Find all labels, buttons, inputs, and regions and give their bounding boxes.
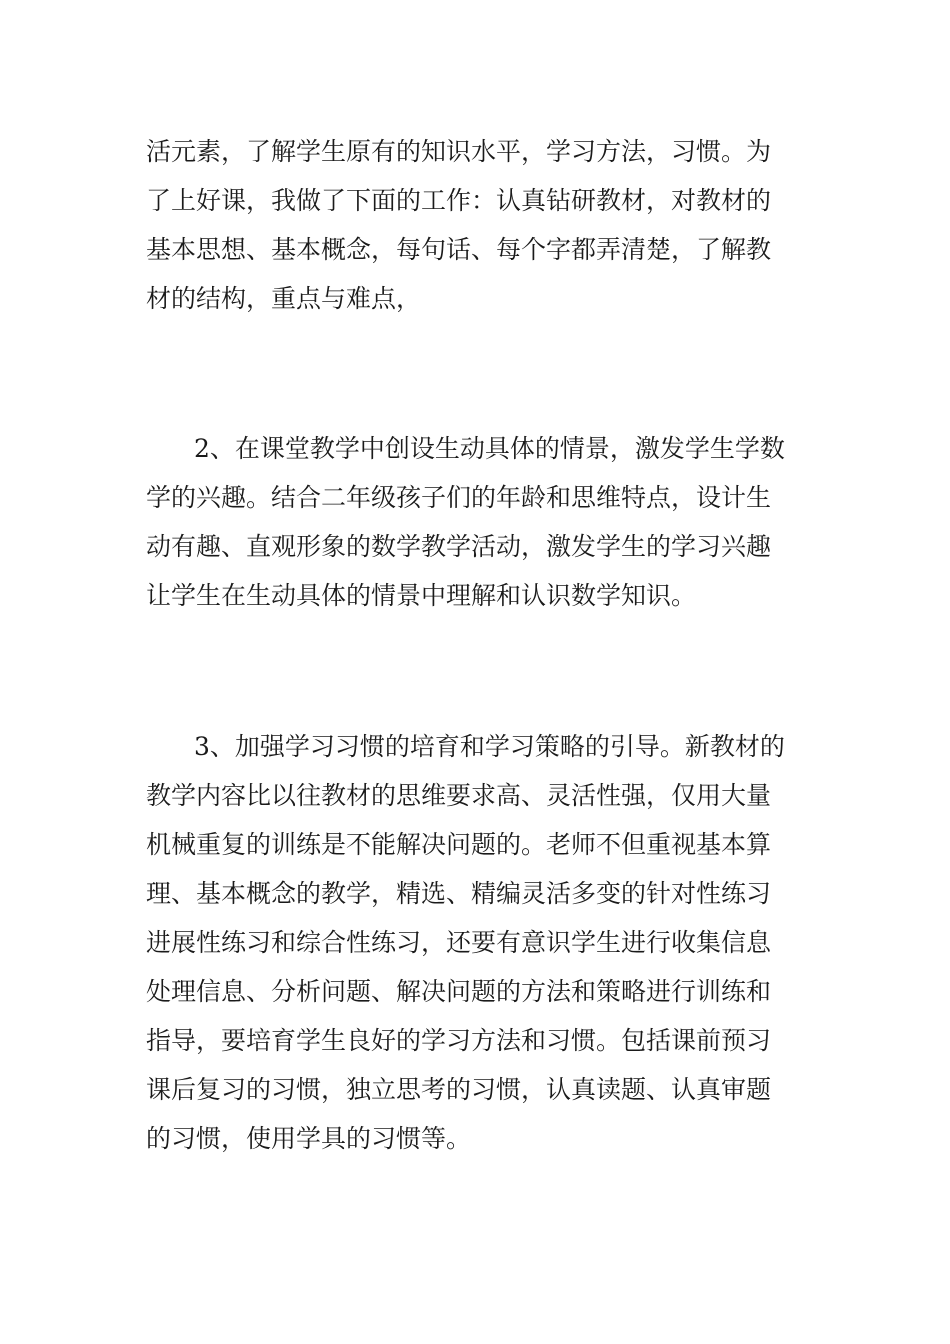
text-line: 的习惯，使用学具的习惯等。 [146, 1124, 472, 1153]
text-line: 机械重复的训练是不能解决问题的。老师不但重视基本算 [146, 830, 772, 859]
text-line: 让学生在生动具体的情景中理解和认识数学知识。 [146, 581, 697, 610]
text-line: 2、在课堂教学中创设生动具体的情景，激发学生学数 [194, 434, 785, 463]
paragraph-2 [146, 424, 810, 620]
text-line: 3、加强学习习惯的培育和学习策略的引导。新教材的 [194, 732, 785, 761]
text-line: 基本思想、基本概念，每句话、每个字都弄清楚，了解教 [146, 235, 772, 264]
text-line: 了上好课，我做了下面的工作：认真钻研教材，对教材的 [146, 186, 772, 215]
text-line: 指导，要培育学生良好的学习方法和习惯。包括课前预习 [146, 1026, 772, 1055]
text-line: 课后复习的习惯，独立思考的习惯，认真读题、认真审题 [146, 1075, 772, 1104]
text-line: 活元素，了解学生原有的知识水平，学习方法，习惯。为 [146, 137, 772, 166]
text-line: 处理信息、分析问题、解决问题的方法和策略进行训练和 [146, 977, 772, 1006]
text-line: 理、基本概念的教学，精选、精编灵活多变的针对性练习 [146, 879, 772, 908]
paragraph-1 [146, 127, 810, 323]
paragraph-3 [146, 722, 810, 1163]
text-line: 教学内容比以往教材的思维要求高、灵活性强，仅用大量 [146, 781, 772, 810]
text-line: 学的兴趣。结合二年级孩子们的年龄和思维特点，设计生 [146, 483, 772, 512]
text-line: 动有趣、直观形象的数学教学活动，激发学生的学习兴趣 [146, 532, 772, 561]
text-line: 材的结构，重点与难点， [146, 284, 422, 313]
text-line: 进展性练习和综合性练习，还要有意识学生进行收集信息 [146, 928, 772, 957]
